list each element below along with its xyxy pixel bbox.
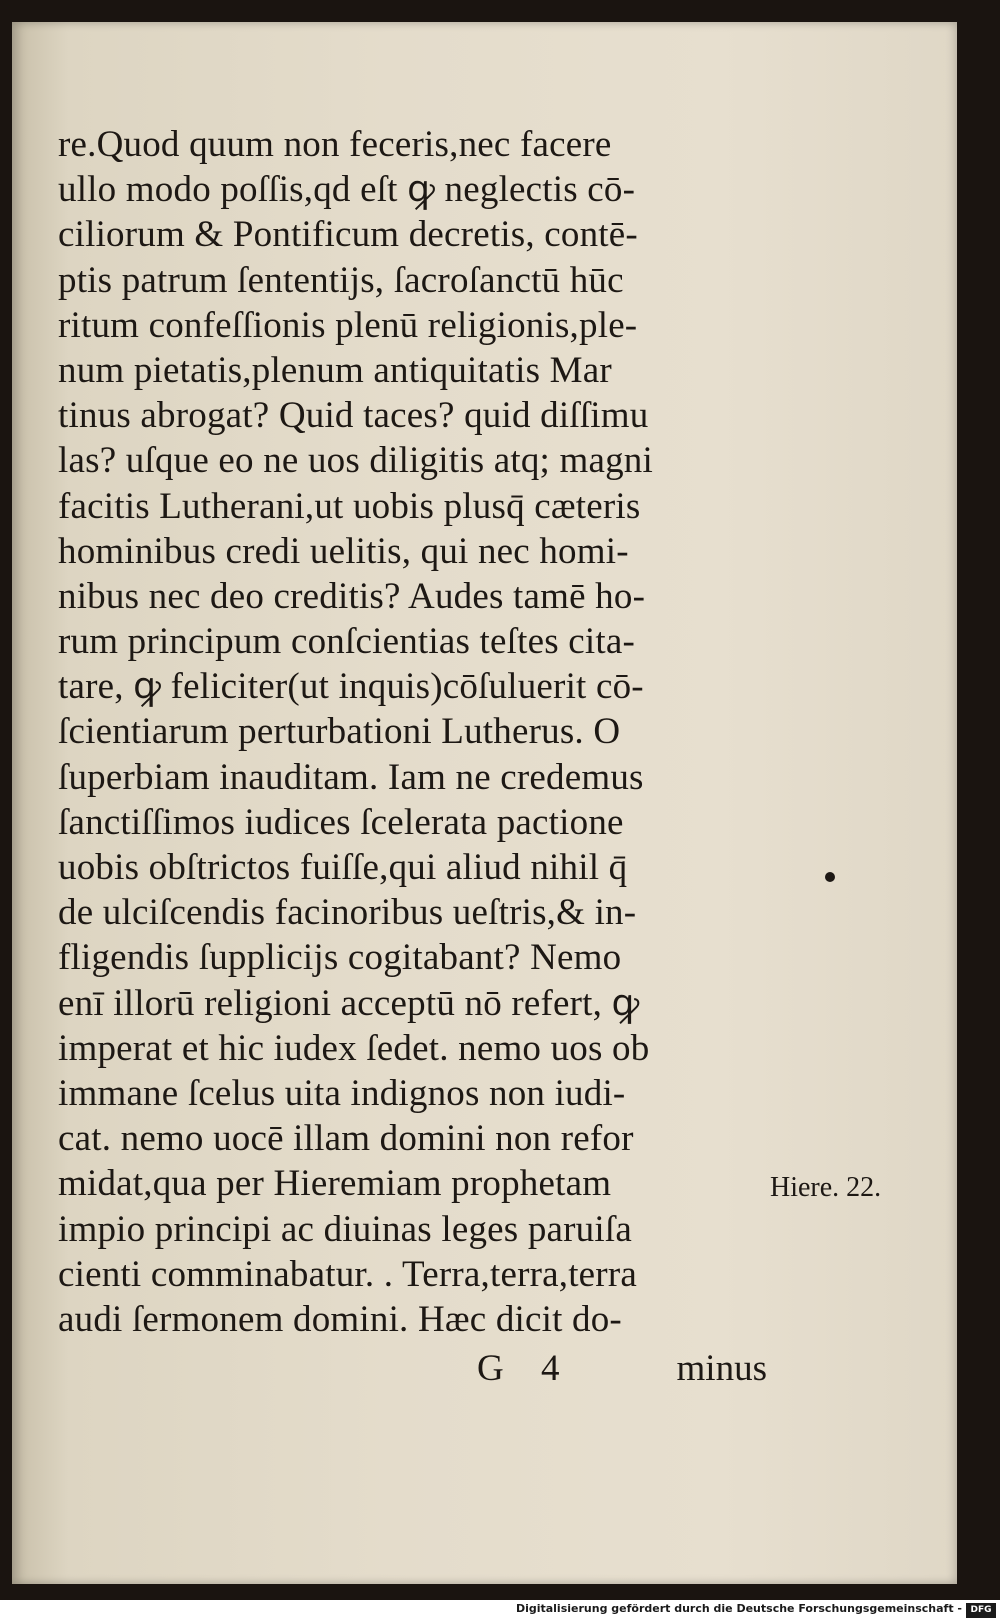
text-line: ullo modo poſſis,qd eſt ꝙ neglectis cō- [58,169,636,211]
signature-mark: G 4 [477,1348,574,1389]
text-line: nibus nec deo creditis? Audes tamē ho- [58,575,646,617]
text-line: facitis Lutherani,ut uobis plusq̄ cæteris [58,485,641,527]
text-line: num pietatis,plenum antiquitatis Mar [58,349,612,391]
catchword: minus [676,1348,767,1389]
text-line: ſuperbiam inauditam. Iam ne credemus [58,756,644,798]
text-line: enī illorū religioni acceptū nō refert, ꝙ [58,982,640,1024]
text-line: uobis obſtrictos fuiſſe,qui aliud nihil q̄ [58,847,628,888]
text-line: ciliorum & Pontificum decretis, contē- [58,214,638,256]
text-line: rum principum conſcientias teſtes cita- [58,621,636,663]
text-line: las? uſque eo ne uos diligitis atq; magni [58,440,653,482]
text-line: de ulciſcendis facinoribus ueſtris,& in- [58,892,637,934]
text-block [58,122,758,1342]
text-line: hominibus credi uelitis, qui nec homi- [58,530,629,572]
dfg-logo: DFG [966,1603,996,1618]
text-line: ritum confeſſionis plenū religionis,ple- [58,304,638,346]
text-line: ſcientiarum perturbationi Lutherus. O [58,711,621,753]
text-line: immane ſcelus uita indignos non iudi- [58,1072,626,1114]
text-line: imperat et hic iudex ſedet. nemo uos ob [58,1027,650,1069]
text-line: impio principi ac diuinas leges paruiſa [58,1208,632,1250]
text-line: re.Quod quum non feceris,nec facere [58,124,612,165]
text-line: ptis patrum ſententijs, ſacroſanctū hūc [58,259,624,301]
margin-dot [825,872,835,882]
book-page [12,22,957,1584]
text-line: midat,qua per Hieremiam prophetam [58,1163,612,1205]
text-line: audi ſermonem domini. Hæc dicit do- [58,1298,622,1340]
page-footer-line [477,1347,767,1392]
text-line: tinus abrogat? Quid taces? quid diſſimu [58,395,649,437]
text-line: fligendis ſupplicijs cogitabant? Nemo [58,937,622,979]
margin-note: Hiere. 22. [770,1172,882,1203]
digitization-footer [0,1600,1000,1621]
text-line: cat. nemo uocē illam domini non refor [58,1118,634,1160]
text-line: ſanctiſſimos iudices ſcelerata pactione [58,801,624,843]
text-line: cienti comminabatur. . Terra,terra,terra [58,1253,637,1295]
funding-credit: Digitalisierung gefördert durch die Deutsche Forschungsgemeinschaft - [515,1602,962,1615]
text-line: tare, ꝙ feliciter(ut inquis)cōſuluerit cō- [58,666,644,708]
